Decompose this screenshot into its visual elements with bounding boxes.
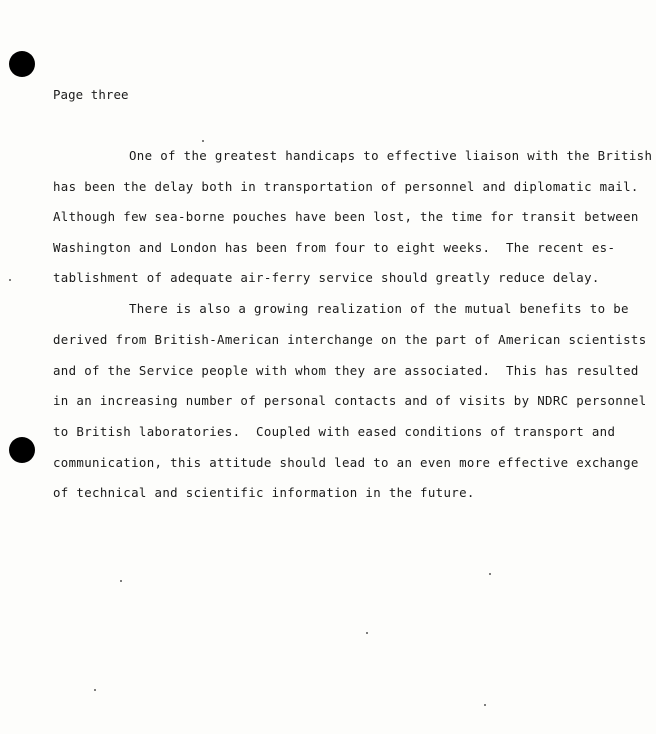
scan-speck <box>484 704 486 706</box>
paragraph-1-line-3: Although few sea-borne pouches have been lost, the time for transit between <box>53 209 639 224</box>
punch-hole-bottom <box>9 437 35 463</box>
paragraph-2-line-1: There is also a growing realization of the mutual benefits to be <box>129 301 629 316</box>
paragraph-2-line-6: communication, this attitude should lead to an even more effective exchange <box>53 455 639 470</box>
paragraph-2-line-2: derived from British-American interchange on the part of American scientists <box>53 332 647 347</box>
paragraph-1-line-1: One of the greatest handicaps to effective liaison with the British <box>129 148 653 163</box>
paragraph-1-line-4: Washington and London has been from four to eight weeks. The recent es- <box>53 240 616 255</box>
punch-hole-top <box>9 51 35 77</box>
paragraph-2-line-5: to British laboratories. Coupled with eased conditions of transport and <box>53 424 616 439</box>
scan-speck <box>9 279 11 281</box>
paragraph-2-line-4: in an increasing number of personal contacts and of visits by NDRC personnel <box>53 393 647 408</box>
scan-speck <box>202 140 204 142</box>
scan-speck <box>94 689 96 691</box>
scan-speck <box>366 632 368 634</box>
scan-speck <box>489 573 491 575</box>
paragraph-2-line-7: of technical and scientific information in the future. <box>53 485 475 500</box>
paragraph-1-line-2: has been the delay both in transportation of personnel and diplomatic mail. <box>53 179 639 194</box>
scan-speck <box>120 580 122 582</box>
paragraph-2-line-3: and of the Service people with whom they are associated. This has resulted <box>53 363 639 378</box>
page-number-label: Page three <box>53 87 129 102</box>
paragraph-1-line-5: tablishment of adequate air-ferry service should greatly reduce delay. <box>53 270 600 285</box>
